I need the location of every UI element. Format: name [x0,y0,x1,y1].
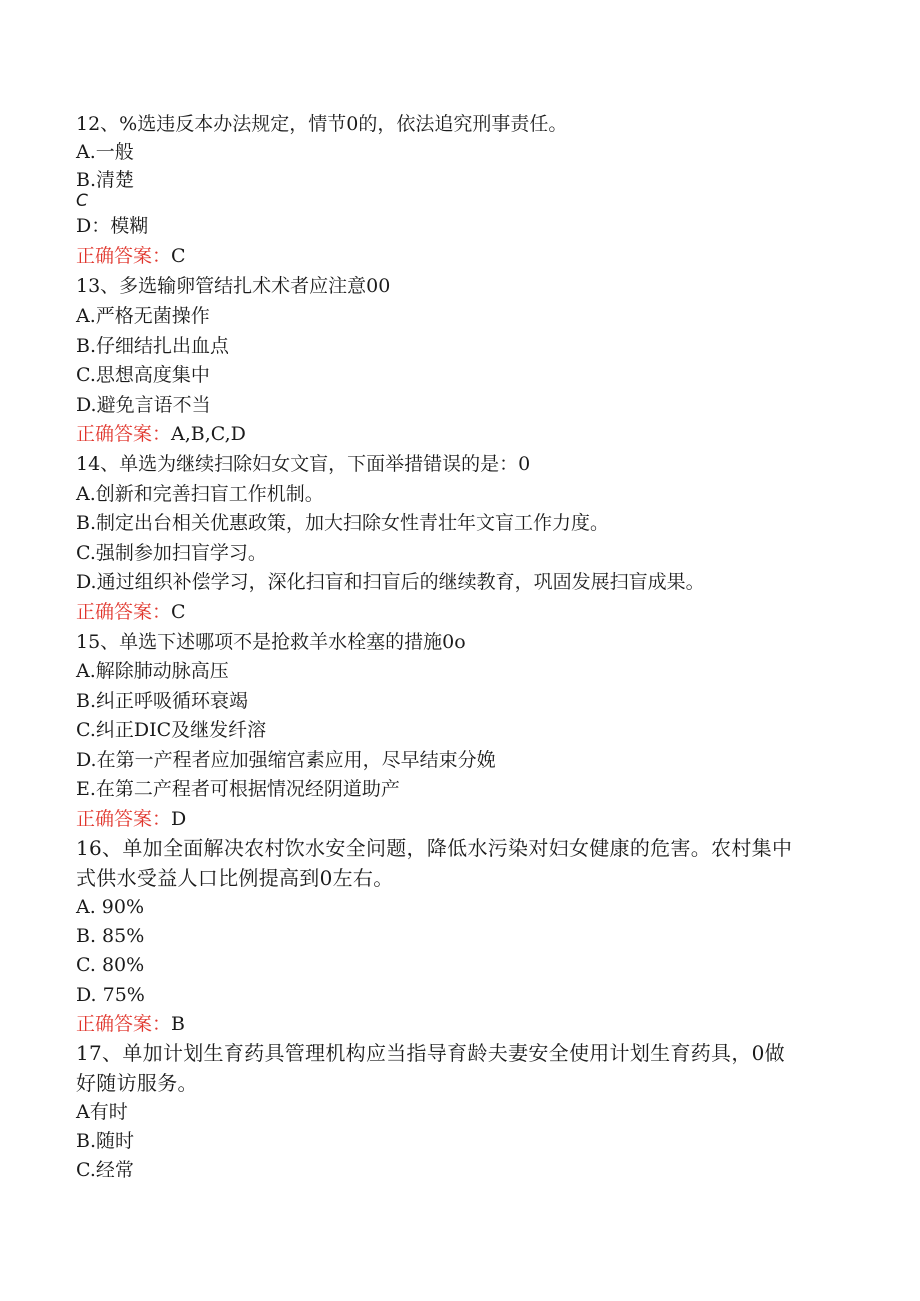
question-17-option-a: A有时 [76,1101,128,1123]
question-15-stem: 15、单选下述哪项不是抢救羊水栓塞的措施0o [76,631,466,653]
question-16-option-d: D. 75% [76,984,145,1006]
question-13-option-c: C.思想高度集中 [76,364,210,386]
answer-label: 正确答案： [76,245,172,267]
question-16-option-c: C. 80% [76,954,145,976]
question-12-option-a: A.一般 [76,141,134,163]
question-12-stem: 12、%选违反本办法规定，情节0的，依法追究刑事责任。 [76,113,568,135]
question-17-stem: 17、单加计划生育药具管理机构应当指导育龄夫妻安全使用计划生育药具，0做 [76,1041,785,1065]
question-12-option-b: B.清楚 [76,169,135,191]
question-15-option-a: A.解除肺动脉高压 [76,660,229,682]
answer-label: 正确答案： [76,601,172,623]
question-14-answer [76,599,186,625]
question-13-option-a: A.严格无菌操作 [76,305,210,327]
question-12-option-d: D：模糊 [76,215,149,237]
question-14-option-c: C.强制参加扫盲学习。 [76,542,267,564]
question-17-option-b: B.随时 [76,1130,135,1152]
question-14-option-a: A.创新和完善扫盲工作机制。 [76,483,324,505]
question-16-option-a: A. 90% [76,896,145,918]
question-13-answer [76,421,246,447]
question-16-option-b: B. 85% [76,925,145,947]
question-12-answer [76,243,186,269]
question-13-option-b: B.仔细结扎出血点 [76,335,230,357]
question-15-option-d: D.在第一产程者应加强缩宫素应用，尽早结束分娩 [76,749,496,771]
question-17-option-c: C.经常 [76,1159,134,1181]
answer-value: B [171,1013,185,1035]
question-13-stem: 13、多选输卵管结扎术术者应注意00 [76,275,391,297]
answer-label: 正确答案： [76,1013,172,1035]
question-12-option-c: C [76,191,88,211]
answer-value: C [171,601,186,623]
answer-value: A,B,C,D [171,423,246,445]
question-16-stem-continued: 式供水受益人口比例提高到0左右。 [76,866,394,890]
answer-label: 正确答案： [76,808,172,830]
question-13-option-d: D.避免言语不当 [76,394,211,416]
question-15-option-c: C.纠正DIC及继发纤溶 [76,719,267,741]
answer-value: D [171,808,187,830]
question-16-stem: 16、单加全面解决农村饮水安全问题，降低水污染对妇女健康的危害。农村集中 [76,836,793,860]
question-15-option-e: E.在第二产程者可根据情况经阴道助产 [76,778,400,800]
question-17-stem-continued: 好随访服务。 [76,1071,198,1095]
answer-label: 正确答案： [76,423,172,445]
question-15-option-b: B.纠正呼吸循环衰竭 [76,690,249,712]
question-16-answer [76,1011,185,1037]
question-14-option-b: B.制定出台相关优惠政策，加大扫除女性青壮年文盲工作力度。 [76,512,610,534]
question-15-answer [76,806,186,832]
question-14-option-d: D.通过组织补偿学习，深化扫盲和扫盲后的继续教育，巩固发展扫盲成果。 [76,571,705,593]
answer-value: C [171,245,186,267]
question-14-stem: 14、单选为继续扫除妇女文盲，下面举措错误的是：0 [76,453,531,475]
